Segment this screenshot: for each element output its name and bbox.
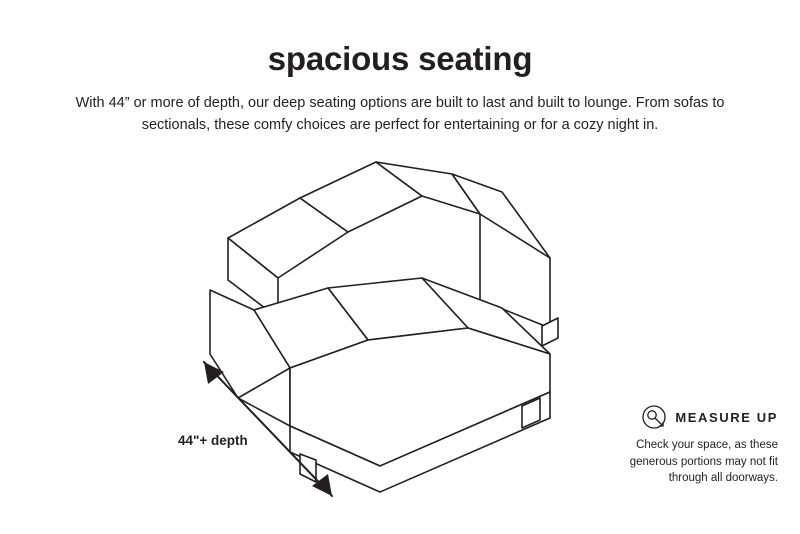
measuring-tape-icon	[641, 404, 667, 430]
measure-up-heading	[578, 404, 778, 430]
measure-up-note-line-2: generous portions may not fit	[629, 455, 778, 468]
tape-strip	[655, 418, 663, 426]
measure-up-callout	[578, 404, 778, 487]
measure-up-note-line-3: through all doorways.	[668, 472, 778, 484]
tape-spool	[648, 411, 656, 419]
measure-up-note-line-1: Check your space, as these	[636, 439, 778, 451]
measure-up-note	[578, 437, 778, 487]
depth-label: 44"+ depth	[178, 433, 248, 448]
page-subcopy: With 44” or more of depth, our deep seating options are built to last and built to lounge. From sofas to sectionals, these comfy choices are perfect for entertaining or for a cozy night in.	[75, 95, 725, 133]
page-title: spacious seating	[267, 40, 533, 77]
measure-up-title: MEASURE UP	[675, 409, 778, 425]
